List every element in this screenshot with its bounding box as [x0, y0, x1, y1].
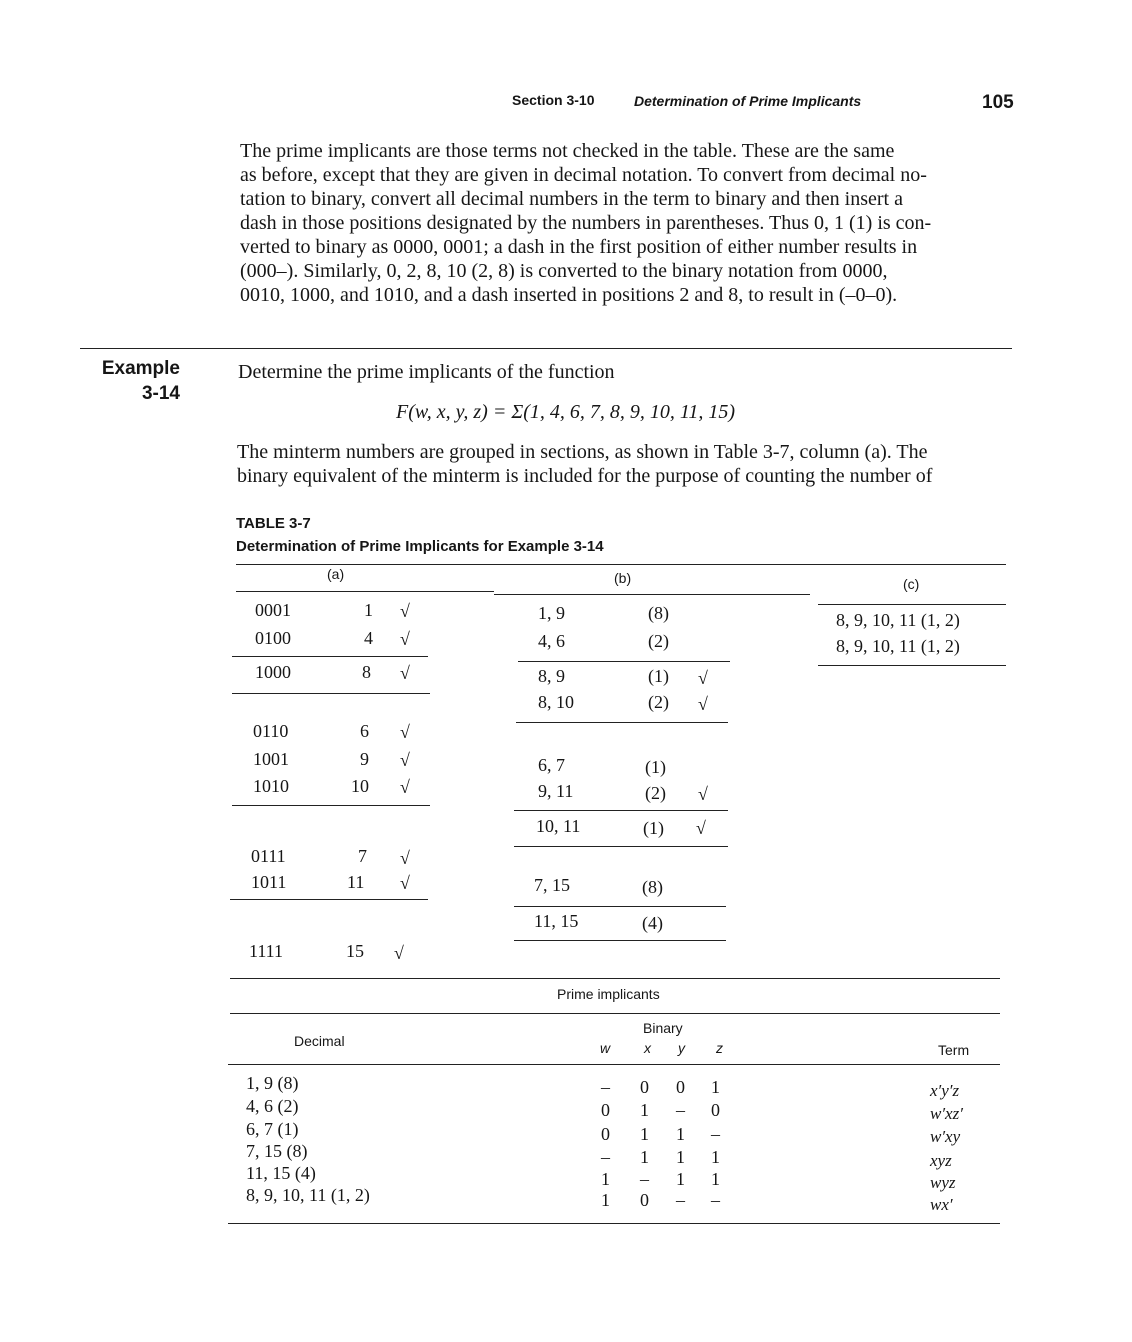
var-y-head: y	[678, 1040, 685, 1056]
group-rule	[518, 661, 730, 662]
group-rule	[232, 656, 428, 657]
group-rule	[230, 899, 428, 900]
prime-bit-x: 1	[640, 1124, 649, 1144]
prime-bit-x: 1	[640, 1100, 649, 1120]
prime-bit-w: 1	[601, 1169, 610, 1189]
pair-minterms: 11, 15	[534, 911, 579, 931]
prime-bit-z: 1	[711, 1077, 720, 1097]
var-x-head: x	[644, 1040, 651, 1056]
prime-bit-z: 1	[711, 1169, 720, 1189]
prime-term: wyz	[930, 1173, 956, 1192]
section-label: Section 3-10	[512, 92, 595, 108]
prime-term: x′y′z	[930, 1081, 960, 1100]
minterm-decimal: 15	[346, 941, 364, 961]
minterm-decimal: 9	[360, 749, 369, 769]
prime-bit-x: 0	[640, 1190, 649, 1210]
prime-term: w′xz′	[930, 1104, 963, 1123]
minterm-binary: 1111	[249, 941, 283, 961]
column-a-head: (a)	[327, 566, 345, 582]
pair-difference: (1)	[645, 757, 666, 777]
paragraph-line: verted to binary as 0000, 0001; a dash in the first position of either number results in	[240, 236, 918, 258]
prime-bit-y: –	[676, 1100, 685, 1120]
minterm-binary: 0001	[255, 600, 291, 620]
group-rule	[516, 722, 728, 723]
page-number: 105	[982, 92, 1014, 113]
prime-bit-z: –	[711, 1124, 720, 1144]
pair-minterms: 4, 6	[538, 631, 565, 651]
check-mark: √	[400, 873, 410, 893]
prime-bit-y: 1	[676, 1147, 685, 1167]
column-b-head: (b)	[614, 570, 632, 586]
prime-bit-y: 1	[676, 1169, 685, 1189]
minterm-binary: 0100	[255, 628, 291, 648]
column-c-head-rule	[818, 604, 1006, 605]
check-mark: √	[394, 943, 404, 963]
minterm-decimal: 7	[358, 846, 367, 866]
check-mark: √	[400, 722, 410, 742]
prime-bit-x: 1	[640, 1147, 649, 1167]
table-top-rule	[236, 564, 1006, 565]
prime-bottom-rule	[228, 1223, 1000, 1224]
prime-col-head-rule	[228, 1064, 1000, 1065]
var-w-head: w	[600, 1040, 611, 1056]
section-title: Determination of Prime Implicants	[634, 93, 862, 109]
function-equation: F(w, x, y, z) = Σ(1, 4, 6, 7, 8, 9, 10, 11, 15)	[396, 401, 736, 423]
prime-decimal: 8, 9, 10, 11 (1, 2)	[246, 1185, 370, 1205]
prime-term: xyz	[930, 1151, 952, 1170]
paragraph-line: 0010, 1000, and 1010, and a dash inserted in positions 2 and 8, to result in (–0–0).	[240, 284, 898, 306]
minterm-binary: 0110	[253, 721, 289, 741]
prime-bit-w: 0	[601, 1100, 610, 1120]
column-c-head: (c)	[903, 576, 920, 592]
minterm-decimal: 8	[362, 662, 371, 682]
binary-head: Binary	[643, 1020, 683, 1036]
prime-decimal: 1, 9 (8)	[246, 1073, 299, 1093]
group-rule	[818, 665, 1006, 666]
minterm-binary: 1011	[251, 872, 287, 892]
paragraph-line: (000–). Similarly, 0, 2, 8, 10 (2, 8) is converted to the binary notation from 0000,	[240, 260, 888, 282]
prime-implicants-head: Prime implicants	[557, 986, 660, 1002]
prime-top-rule	[230, 978, 1000, 979]
prime-bit-y: 0	[676, 1077, 685, 1097]
quad-group: 8, 9, 10, 11 (1, 2)	[836, 610, 960, 630]
var-z-head: z	[716, 1040, 723, 1056]
prime-decimal: 4, 6 (2)	[246, 1096, 299, 1116]
group-rule	[514, 906, 726, 907]
paragraph-line: as before, except that they are given in decimal notation. To convert from decimal no-	[240, 164, 927, 186]
check-mark: √	[698, 784, 708, 804]
minterm-decimal: 11	[347, 872, 365, 892]
prime-bit-y: –	[676, 1190, 685, 1210]
prime-head-rule	[230, 1013, 1000, 1014]
check-mark: √	[400, 663, 410, 683]
check-mark: √	[698, 694, 708, 714]
quad-group: 8, 9, 10, 11 (1, 2)	[836, 636, 960, 656]
check-mark: √	[400, 777, 410, 797]
example-text	[237, 440, 1012, 488]
pair-minterms: 8, 10	[538, 692, 574, 712]
example-label	[86, 356, 180, 406]
group-rule	[232, 693, 430, 694]
check-mark: √	[400, 629, 410, 649]
pair-minterms: 8, 9	[538, 666, 565, 686]
prime-bit-w: –	[601, 1077, 610, 1097]
pair-difference: (2)	[645, 783, 666, 803]
minterm-decimal: 1	[364, 600, 373, 620]
check-mark: √	[400, 848, 410, 868]
prime-bit-z: 0	[711, 1100, 720, 1120]
minterm-decimal: 6	[360, 721, 369, 741]
column-a-head-rule	[236, 591, 494, 592]
prime-bit-x: –	[640, 1169, 649, 1189]
pair-minterms: 1, 9	[538, 603, 565, 623]
minterm-decimal: 10	[351, 776, 369, 796]
example-label-number: 3-14	[141, 383, 180, 404]
prime-decimal: 11, 15 (4)	[246, 1163, 316, 1183]
intro-paragraph	[240, 139, 1015, 307]
prime-bit-w: –	[601, 1147, 610, 1167]
pair-difference: (2)	[648, 692, 669, 712]
example-intro: Determine the prime implicants of the function	[238, 361, 615, 383]
prime-bit-w: 0	[601, 1124, 610, 1144]
term-head: Term	[938, 1042, 970, 1058]
minterm-binary: 1000	[255, 662, 291, 682]
prime-decimal: 6, 7 (1)	[246, 1119, 299, 1139]
column-b-head-rule	[494, 594, 810, 595]
pair-difference: (1)	[648, 666, 669, 686]
pair-minterms: 6, 7	[538, 755, 565, 775]
check-mark: √	[400, 750, 410, 770]
prime-term: w′xy	[930, 1127, 961, 1146]
example-text-line: binary equivalent of the minterm is included for the purpose of counting the number of	[237, 465, 933, 487]
pair-difference: (2)	[648, 631, 669, 651]
prime-bit-x: 0	[640, 1077, 649, 1097]
decimal-head: Decimal	[294, 1033, 345, 1049]
example-text-line: The minterm numbers are grouped in sections, as shown in Table 3-7, column (a). The	[237, 441, 928, 463]
paragraph-line: tation to binary, convert all decimal numbers in the term to binary and then insert a	[240, 188, 903, 210]
minterm-decimal: 4	[364, 628, 373, 648]
minterm-binary: 1010	[253, 776, 289, 796]
group-rule	[514, 810, 728, 811]
prime-bit-w: 1	[601, 1190, 610, 1210]
minterm-binary: 0111	[251, 846, 286, 866]
paragraph-line: dash in those positions designated by the numbers in parentheses. Thus 0, 1 (1) is con-	[240, 212, 932, 234]
table-label: TABLE 3-7	[236, 515, 311, 532]
pair-difference: (8)	[642, 877, 663, 897]
prime-decimal: 7, 15 (8)	[246, 1141, 308, 1161]
example-label-word: Example	[101, 358, 180, 379]
prime-bit-y: 1	[676, 1124, 685, 1144]
pair-difference: (4)	[642, 913, 663, 933]
check-mark: √	[400, 601, 410, 621]
group-rule	[232, 805, 430, 806]
pair-difference: (8)	[648, 603, 669, 623]
prime-bit-z: 1	[711, 1147, 720, 1167]
table-title: Determination of Prime Implicants for Example 3-14	[236, 538, 604, 555]
prime-bit-z: –	[711, 1190, 720, 1210]
paragraph-line: The prime implicants are those terms not checked in the table. These are the same	[240, 140, 895, 162]
pair-difference: (1)	[643, 818, 664, 838]
example-top-rule	[80, 348, 1012, 349]
check-mark: √	[696, 818, 706, 838]
pair-minterms: 7, 15	[534, 875, 570, 895]
prime-term: wx′	[930, 1195, 953, 1214]
pair-minterms: 9, 11	[538, 781, 574, 801]
minterm-binary: 1001	[253, 749, 289, 769]
group-rule	[514, 940, 726, 941]
pair-minterms: 10, 11	[536, 816, 581, 836]
group-rule	[514, 846, 728, 847]
check-mark: √	[698, 668, 708, 688]
